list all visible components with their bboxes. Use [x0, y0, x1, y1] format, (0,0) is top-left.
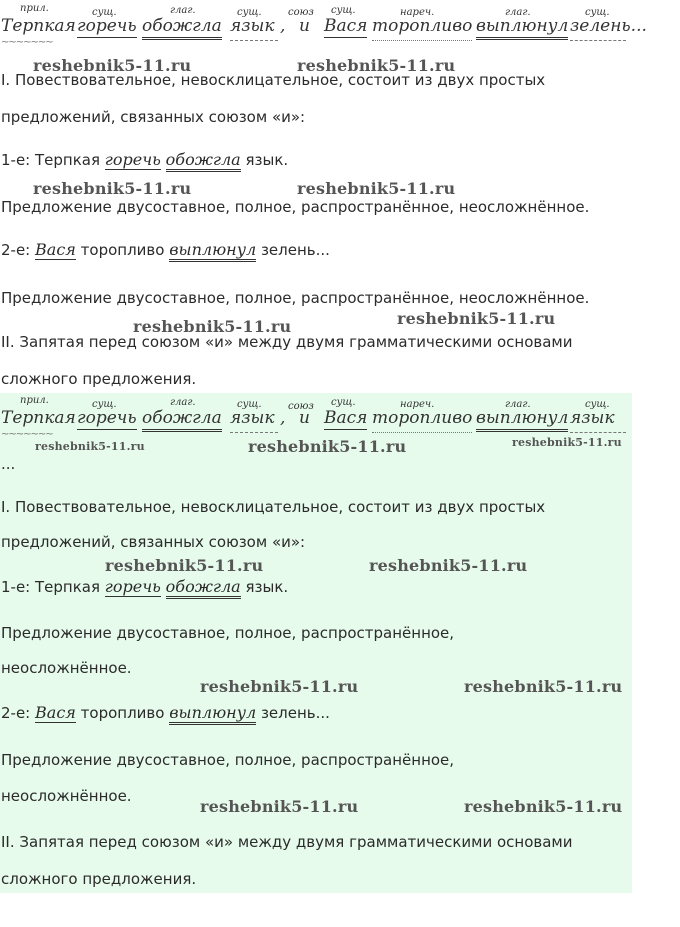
sentence-1-subject: горечь	[104, 577, 161, 596]
description: Предложение двусоставное, полное, распространённое, неосложнённое.	[1, 289, 590, 307]
sentence-2-rest: зелень...	[260, 704, 330, 722]
word-predicate: выплюнул	[476, 407, 568, 432]
wavy-underline: ~~~~~~~	[1, 37, 53, 48]
word-adj: Терпкая	[1, 16, 76, 36]
word-subject: горечь	[77, 408, 137, 428]
watermark: reshebnik5-11.ru	[369, 556, 528, 575]
sentence-2	[1, 240, 330, 260]
tag-noun: сущ.	[585, 399, 610, 410]
word-object: зелень...	[570, 16, 647, 36]
tag-conj: союз	[288, 7, 314, 18]
watermark: reshebnik5-11.ru	[512, 436, 622, 449]
word-adverb: торопливо	[372, 408, 473, 428]
tag-verb: глаг.	[505, 399, 531, 410]
tag-verb: глаг.	[505, 7, 531, 18]
sentence-2-subject: Вася	[35, 240, 76, 259]
watermark: reshebnik5-11.ru	[248, 437, 407, 456]
sentence-2-predicate: выплюнул	[169, 240, 256, 262]
description: Предложение двусоставное, полное, распространённое,	[1, 751, 455, 769]
tag-noun: сущ.	[331, 397, 356, 408]
description: неосложнённое.	[1, 659, 132, 677]
dashed-underline	[230, 40, 278, 41]
watermark: reshebnik5-11.ru	[33, 179, 192, 198]
tag-adv: нареч.	[400, 399, 435, 410]
sentence-1-prefix: 1-е: Терпкая	[1, 151, 101, 169]
sentence-2-prefix: 2-е:	[1, 704, 31, 722]
watermark: reshebnik5-11.ru	[105, 556, 264, 575]
tag-noun: сущ.	[92, 399, 117, 410]
wavy-underline: ~~~~~~~	[1, 429, 53, 440]
sentence-2-rest: зелень...	[260, 241, 330, 259]
sentence-1-prefix: 1-е: Терпкая	[1, 578, 101, 596]
word-adj: Терпкая	[1, 408, 76, 428]
sentence-1-rest: язык.	[245, 151, 289, 169]
tag-conj: союз	[288, 401, 314, 412]
watermark: reshebnik5-11.ru	[397, 309, 556, 328]
tag-noun: сущ.	[92, 7, 117, 18]
watermark: reshebnik5-11.ru	[464, 797, 623, 816]
word-predicate: выплюнул	[476, 15, 568, 40]
description: Предложение двусоставное, полное, распространённое, неосложнённое.	[1, 198, 590, 216]
comma: ,	[280, 408, 286, 428]
word-object: язык	[570, 408, 615, 428]
comma: ,	[280, 16, 286, 36]
paragraph: II. Запятая перед союзом «и» между двумя грамматическими основами	[1, 833, 573, 851]
word-subject: Вася	[324, 16, 368, 36]
sentence-1-rest: язык.	[245, 578, 289, 596]
dash-dot-underline	[372, 432, 472, 433]
watermark: reshebnik5-11.ru	[297, 179, 456, 198]
watermark: reshebnik5-11.ru	[35, 440, 145, 453]
tag-verb: глаг.	[170, 397, 196, 408]
paragraph: I. Повествовательное, невосклицательное, состоит из двух простых	[1, 498, 546, 516]
sentence-1-subject: горечь	[104, 150, 161, 169]
word-adverb: торопливо	[372, 16, 473, 36]
tag-noun: сущ.	[331, 5, 356, 16]
sentence-1-predicate: обожгла	[166, 577, 241, 599]
dash-dot-underline	[372, 40, 472, 41]
watermark: reshebnik5-11.ru	[33, 56, 192, 75]
tag-noun: сущ.	[237, 7, 262, 18]
sentence-1-predicate: обожгла	[166, 150, 241, 172]
sentence-2-subject: Вася	[35, 703, 76, 722]
tag-noun: сущ.	[585, 7, 610, 18]
watermark: reshebnik5-11.ru	[200, 677, 359, 696]
description: неосложнённое.	[1, 787, 132, 805]
paragraph: I. Повествовательное, невосклицательное, состоит из двух простых	[1, 71, 546, 89]
tag-adv: нареч.	[400, 7, 435, 18]
word-conj: и	[299, 408, 310, 428]
watermark: reshebnik5-11.ru	[464, 677, 623, 696]
word-object: язык	[230, 408, 275, 428]
sentence-2-adverb: торопливо	[80, 704, 165, 722]
tag-adj: прил.	[20, 3, 49, 14]
word-predicate: обожгла	[142, 407, 222, 432]
dashed-underline	[570, 40, 626, 41]
paragraph: II. Запятая перед союзом «и» между двумя грамматическими основами	[1, 333, 573, 351]
sentence-2-adverb: торопливо	[80, 241, 165, 259]
watermark: reshebnik5-11.ru	[297, 56, 456, 75]
tag-verb: глаг.	[170, 5, 196, 16]
sentence-2-prefix: 2-е:	[1, 241, 31, 259]
paragraph: предложений, связанных союзом «и»:	[1, 533, 306, 551]
word-subject: Вася	[324, 408, 368, 428]
watermark: reshebnik5-11.ru	[200, 797, 359, 816]
word-subject: горечь	[77, 16, 137, 36]
paragraph: сложного предложения.	[1, 370, 197, 388]
sentence-1	[1, 577, 288, 597]
sentence-1	[1, 150, 288, 170]
description: Предложение двусоставное, полное, распространённое,	[1, 624, 455, 642]
word-object: язык	[230, 16, 275, 36]
highlight-block	[0, 393, 632, 893]
word-predicate: обожгла	[142, 15, 222, 40]
sentence-2	[1, 703, 330, 723]
dashed-underline	[570, 432, 626, 433]
paragraph: предложений, связанных союзом «и»:	[1, 108, 306, 126]
sentence-2-predicate: выплюнул	[169, 703, 256, 725]
word-conj: и	[299, 16, 310, 36]
tag-noun: сущ.	[237, 399, 262, 410]
paragraph: сложного предложения.	[1, 870, 197, 888]
tag-adj: прил.	[20, 395, 49, 406]
watermark: reshebnik5-11.ru	[133, 317, 292, 336]
dashed-underline	[230, 432, 278, 433]
ellipsis: ...	[1, 455, 16, 473]
